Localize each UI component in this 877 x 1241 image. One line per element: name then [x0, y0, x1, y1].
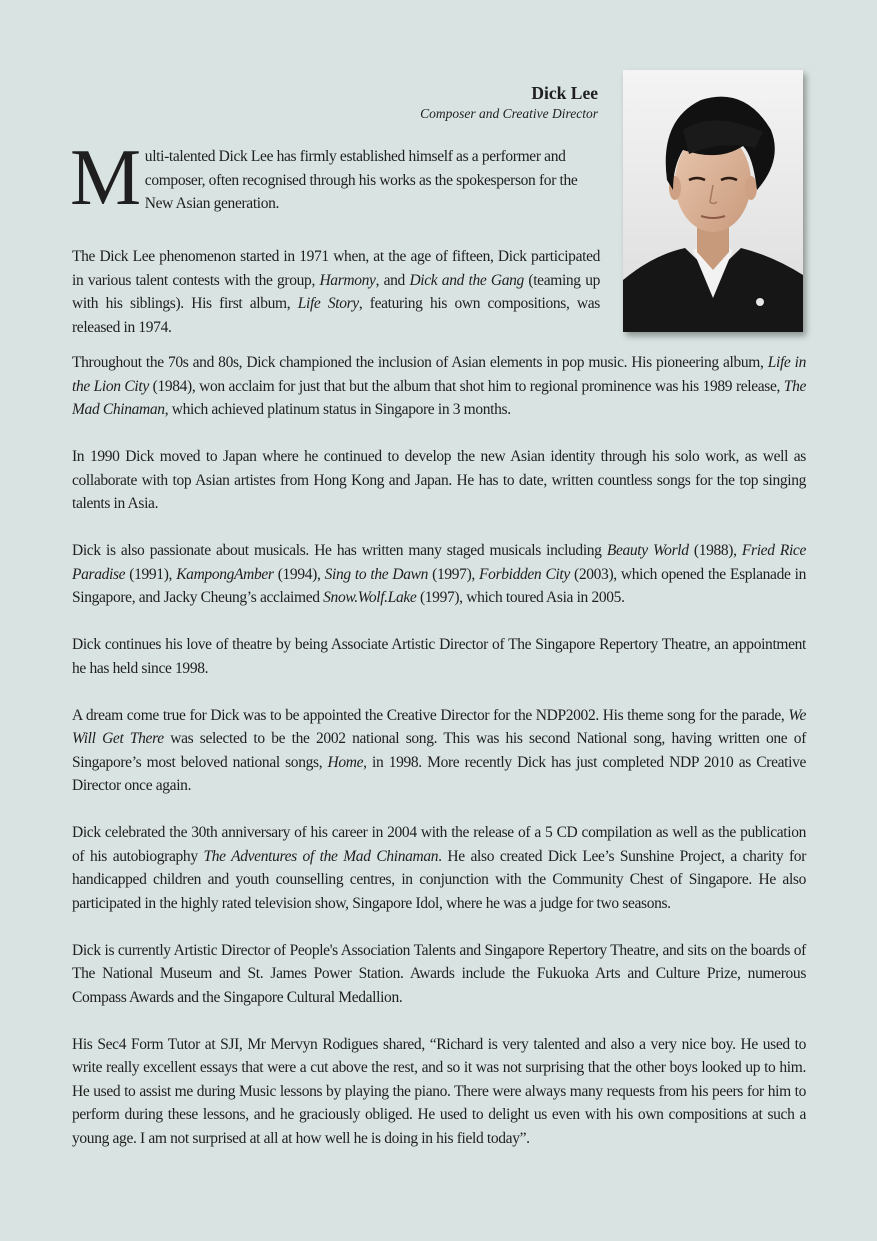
p2-text-2: , and — [375, 271, 410, 289]
portrait-illustration — [623, 70, 803, 332]
intro-text: ulti-talented Dick Lee has firmly established himself as a performer and composer, often recognised through his works as the spokesperson for the New Asian generation. — [144, 148, 578, 212]
p5-italic-6: Snow.Wolf.Lake — [323, 589, 417, 606]
wide-column — [72, 351, 806, 1150]
p5-italic-5: Forbidden City — [479, 565, 570, 583]
header — [280, 82, 598, 123]
paragraph-3 — [72, 351, 806, 422]
p3-text-1: Throughout the 70s and 80s, Dick championed the inclusion of Asian elements in pop music. His pioneering album, — [72, 354, 768, 371]
p5-italic-2: Fried Rice Paradise — [72, 542, 806, 583]
paragraph-4: In 1990 Dick moved to Japan where he continued to develop the new Asian identity through his solo work, as well as collaborate with top Asian artistes from Hong Kong and Japan. He has to date, written countless songs for the top singing talents in Asia. — [72, 448, 806, 512]
p3-italic-2: The Mad Chinaman — [72, 377, 806, 418]
p5-text-3: (1991), — [125, 565, 177, 583]
drop-cap: M — [70, 134, 141, 222]
p7-text-3: , in 1998. More recently Dick has just completed NDP 2010 as Creative Director once again. — [72, 753, 807, 794]
p7-text-1: A dream come true for Dick was to be appointed the Creative Director for the NDP2002. His theme song for the parade, — [72, 706, 789, 724]
p2-text-4: , featuring his own compositions, was released in 1974. — [72, 295, 600, 336]
paragraph-7 — [72, 704, 806, 798]
p5-text-1: Dick is also passionate about musicals. He has written many staged musicals including — [72, 542, 607, 559]
p8-text-1: Dick celebrated the 30th anniversary of his career in 2004 with the release of a 5 CD compilation as well as the publication of his autobiography — [72, 824, 806, 865]
person-name: Dick Lee — [531, 83, 598, 103]
p5-italic-3: KampongAmber — [176, 565, 274, 583]
p5-text-7: (1997), which toured Asia in 2005. — [416, 589, 625, 606]
paragraph-2 — [72, 239, 600, 339]
p2-italic-1: Harmony — [319, 271, 376, 289]
p5-italic-1: Beauty World — [606, 542, 689, 559]
person-role: Composer and Creative Director — [420, 106, 598, 121]
p7-text-2: was selected to be the 2002 national song. This was his second National song, having written one of Singapore’s most beloved national songs, — [72, 730, 807, 771]
p2-italic-3: Life Story — [297, 295, 359, 312]
p3-text-2: (1984), won acclaim for just that but the album that shot him to regional prominence was his 1989 release, — [148, 377, 784, 395]
intro-paragraph — [70, 134, 600, 222]
paragraph-9: Dick is currently Artistic Director of People's Association Talents and Singapore Repertory Theatre, and sits on the boards of The National Museum and St. James Power Station. Awards include the Fukuoka Arts and Culture Prize, numerous Compass Awards and the Singapore Cultural Medallion. — [72, 941, 806, 1006]
p5-text-2: (1988), — [688, 542, 742, 559]
narrow-column — [70, 134, 601, 339]
paragraph-6: Dick continues his love of theatre by being Associate Artistic Director of The Singapore Repertory Theatre, an appointment he has held since 1998. — [72, 636, 806, 677]
p5-text-5: (1997), — [428, 565, 480, 583]
paragraph-8 — [72, 821, 806, 915]
p8-text-2: . He also created Dick Lee’s Sunshine Project, a charity for handicapped children and youth counselling centres, in conjunction with the Community Chest of Singapore. He also participated in the highly rated television show, Singapore Idol, where he was a judge for two seasons. — [72, 847, 807, 912]
p5-italic-4: Sing to the Dawn — [324, 565, 429, 583]
p7-italic-2: Home — [327, 753, 364, 771]
p3-text-3: , which achieved platinum status in Singapore in 3 months. — [164, 401, 511, 418]
p2-italic-2: Dick and the Gang — [409, 271, 524, 289]
p2-text-1: The Dick Lee phenomenon started in 1971 when, at the age of fifteen, Dick participated in various talent contests with the group, — [72, 248, 600, 289]
paragraph-5 — [72, 539, 806, 610]
paragraph-10: His Sec4 Form Tutor at SJI, Mr Mervyn Rodigues shared, “Richard is very talented and also a very nice boy. He used to write really excellent essays that were a cut above the rest, and so it was not surprising that the other boys looked up to him. He used to assist me during Music lessons by playing the piano. There were always many requests from his peers for him to perform during these lessons, and he graciously obliged. He used to delight us even with his own compositions at such a young age. I am not surprised at all at how well he is doing in his field today”. — [72, 1035, 806, 1147]
p5-text-4: (1994), — [273, 565, 325, 583]
p7-italic-1: We Will Get There — [72, 706, 806, 747]
p3-italic-1: Life in the Lion City — [72, 354, 806, 395]
p8-italic-1: The Adventures of the Mad Chinaman — [203, 847, 439, 865]
portrait-photo — [623, 70, 803, 332]
p2-text-3: (teaming up with his siblings). His first album, — [72, 271, 601, 312]
p5-text-6: (2003), which opened the Esplanade in Singapore, and Jacky Cheung’s acclaimed — [72, 565, 806, 606]
